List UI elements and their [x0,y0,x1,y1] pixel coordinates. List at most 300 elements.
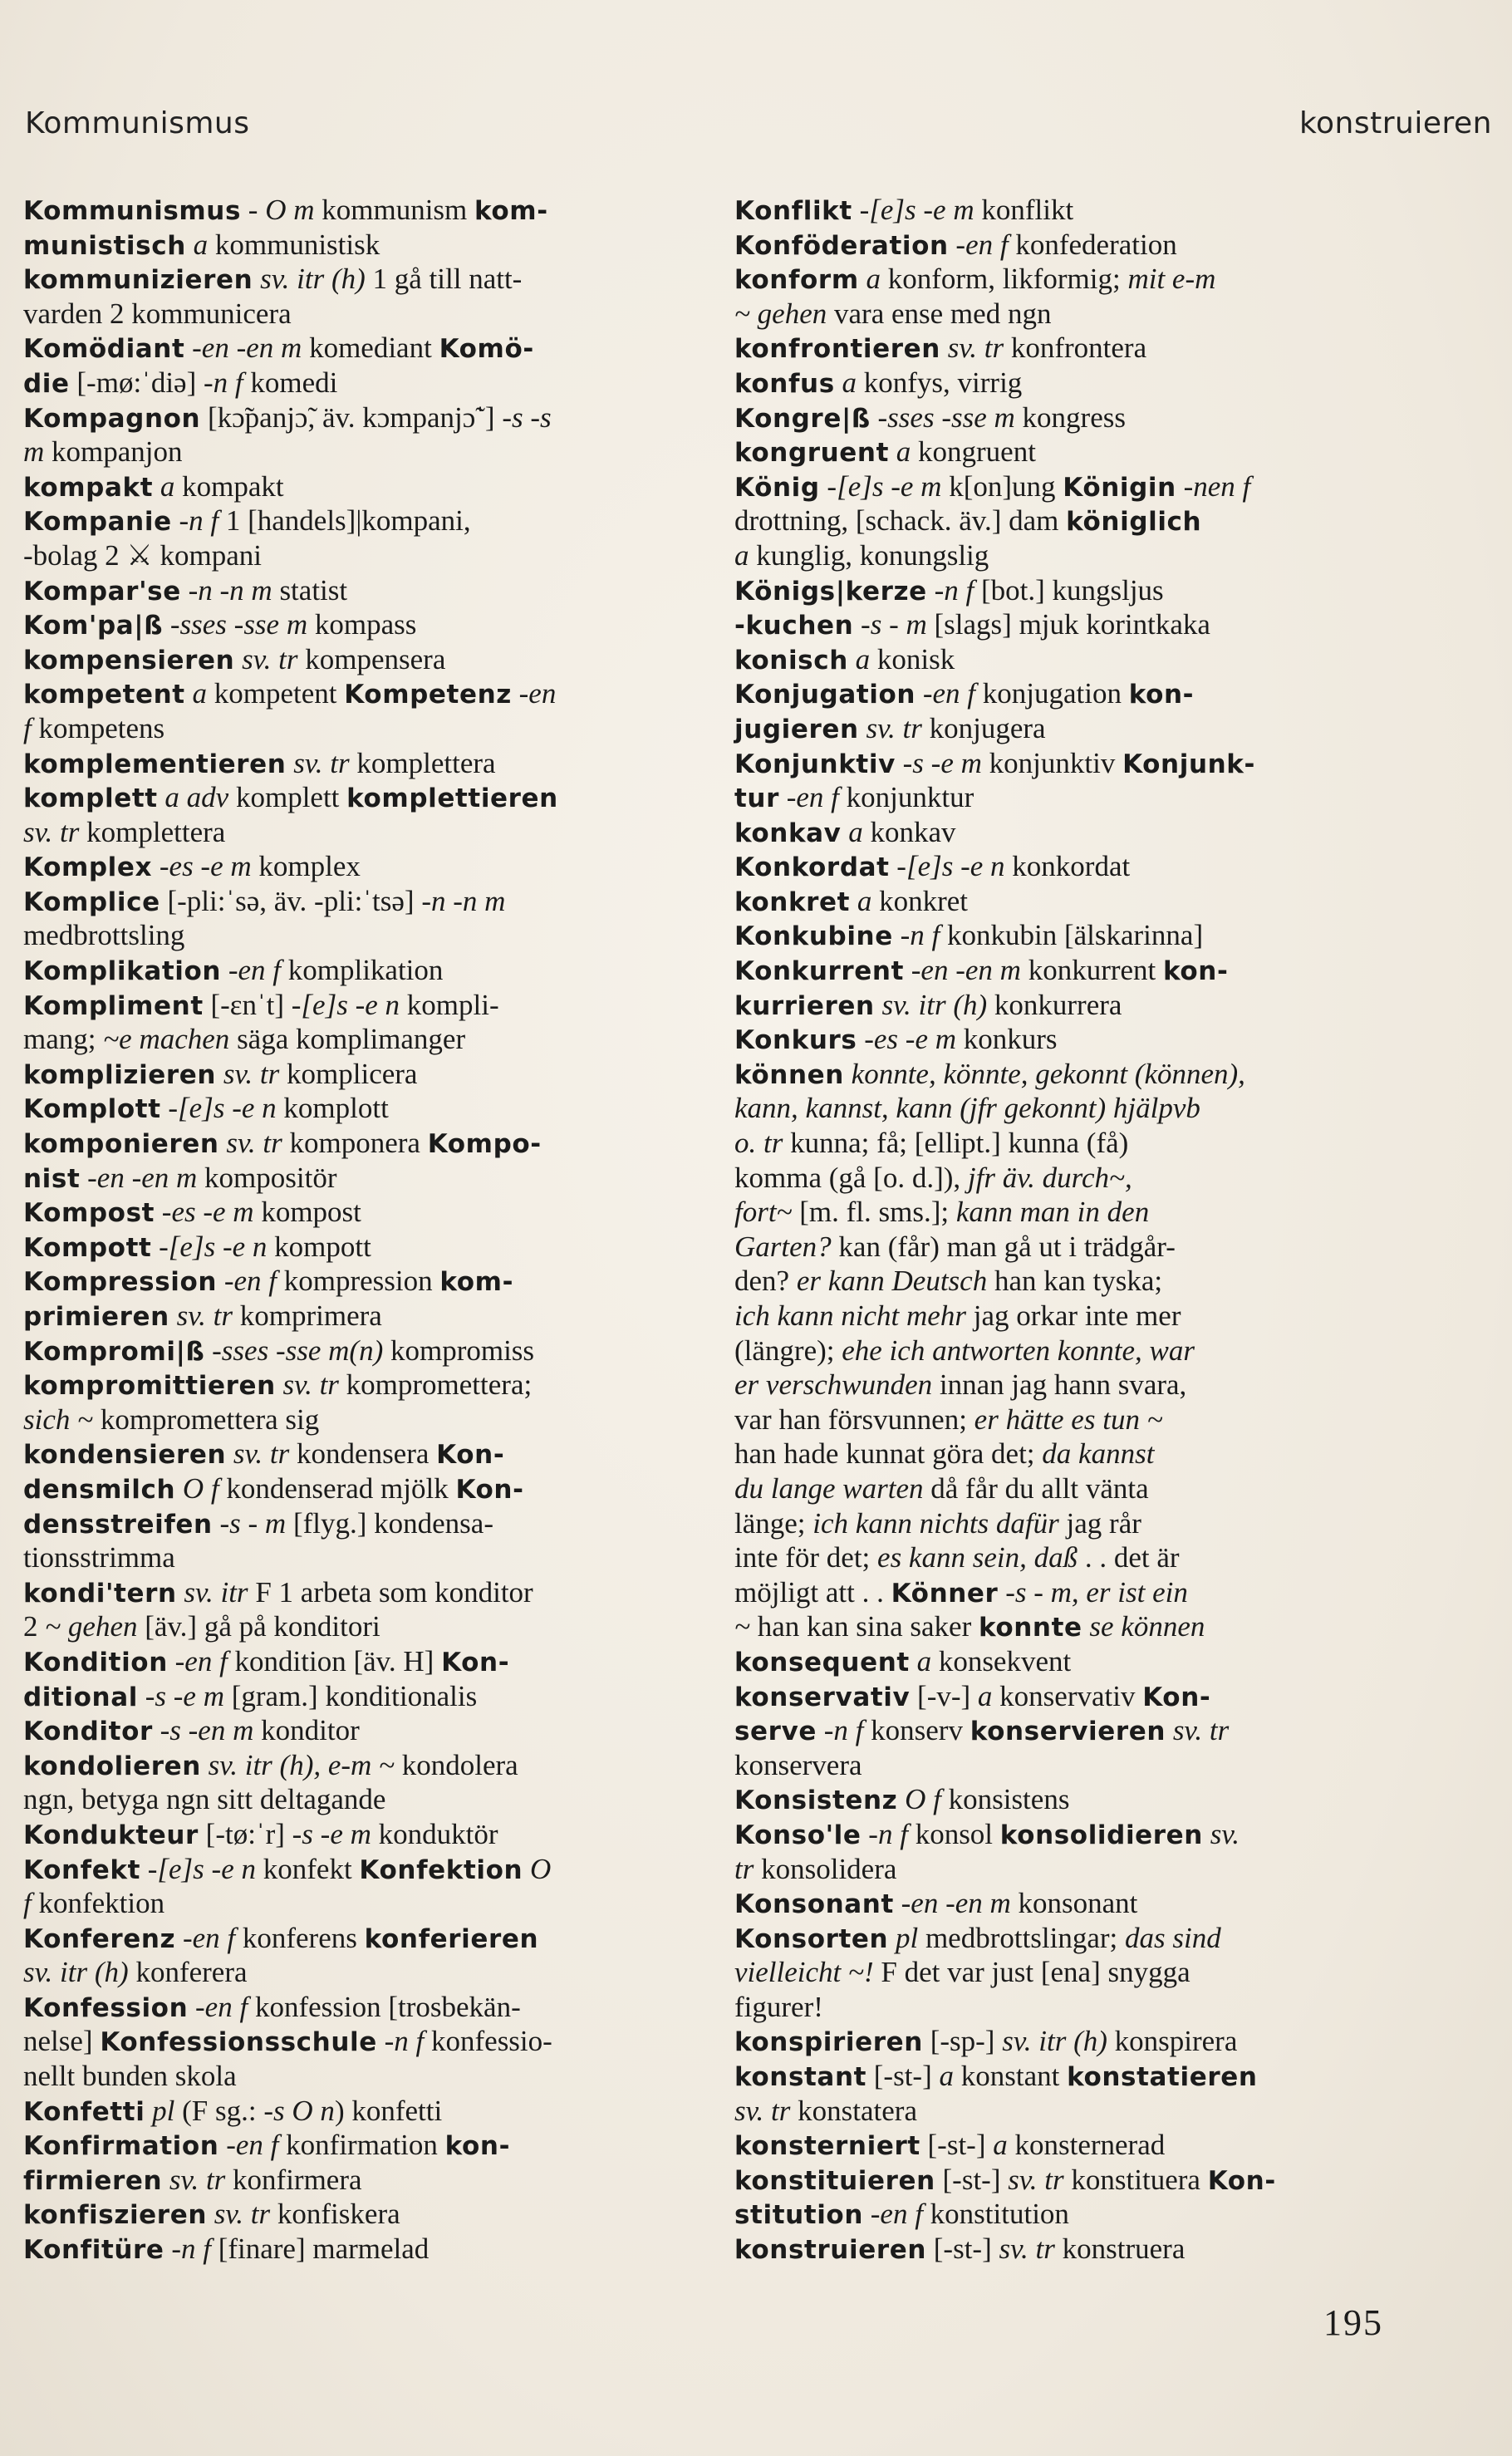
grammar-note: fort~ [734,1196,793,1229]
dictionary-line [23,988,688,1023]
definition-text: konstant [954,2060,1068,2093]
definition-text: kompromiss [383,1334,535,1367]
headword: serve [734,1717,817,1747]
definition-text: konduktör [371,1817,498,1850]
definition-text: [-tø:ˈr] [198,1817,292,1850]
headword: konfrontieren [734,334,940,365]
headword: komponieren [23,1129,219,1160]
definition-text [226,1437,233,1470]
definition-text: var han försvunnen; [734,1402,974,1436]
definition-text: 1 [handels]|kompani, [218,504,471,538]
dictionary-line [734,676,1399,711]
dictionary-line [734,2024,1399,2059]
definition-text: konsonant [1010,1887,1138,1920]
dictionary-line [23,366,688,400]
definition-text [852,194,860,226]
headword: Kompliment [23,990,204,1021]
definition-text [181,574,189,607]
definition-text: kunna; få; [ellipt.] kunna (få) [783,1127,1129,1160]
dictionary-line [734,2163,1399,2198]
definition-text [204,1334,212,1367]
grammar-note: -n f [868,1817,908,1850]
definition-text [863,2198,871,2230]
headword: konnte [978,1613,1082,1643]
grammar-note: -n f [171,2233,211,2266]
definition-text: F det var just [ena] snygga [873,1956,1190,1989]
definition-text [857,1023,864,1055]
definition-text: [-sp-] [922,2025,1003,2058]
headword: Konferenz [23,1923,176,1954]
grammar-note: -sses -sse m(n) [212,1334,384,1367]
headword: kompetent [23,680,185,710]
grammar-note: -en f [226,2129,279,2162]
grammar-note: -sses -sse m [169,608,308,641]
definition-text: kommunism [314,194,475,226]
headword: Konkordat [734,852,890,883]
definition-text [998,1576,1005,1609]
grammar-note: sv. tr [282,1368,339,1402]
grammar-note: sv. tr [226,1127,282,1160]
definition-text: konsistens [940,1783,1070,1816]
grammar-note: -n f [823,1714,864,1747]
headword: Konsorten [734,1923,889,1954]
definition-text [896,747,903,779]
dictionary-line [734,297,1399,332]
definition-text: konfrontera [1004,332,1147,365]
grammar-note: -n f [203,366,243,399]
grammar-note: -es -e m [159,850,252,883]
definition-text: konfys, virrig [857,366,1023,399]
headword: konkret [734,887,851,917]
definition-text: konfederation [1008,228,1177,261]
headword: Konditor [23,1717,153,1747]
grammar-note: -en f [955,228,1009,261]
definition-text: möjligt att . . [734,1575,891,1609]
dictionary-line [23,2232,688,2267]
definition-text: [äv.] gå på konditori [137,1610,380,1643]
grammar-note: ich kann nichts dafür [812,1506,1059,1540]
definition-text [927,574,935,607]
dictionary-line [23,1126,688,1161]
grammar-note: O [529,1852,552,1885]
dictionary-line [734,1264,1399,1299]
definition-text: kondolera [395,1748,518,1781]
grammar-note: vielleicht ~! [734,1956,874,1989]
dictionary-line [734,1782,1399,1817]
definition-text: kommunistisk [208,228,380,261]
grammar-note: tr [734,1852,754,1885]
headword: konfus [734,368,835,399]
headword: jugieren [734,714,859,744]
grammar-note: -s O n [263,2094,335,2127]
definition-text: kompositör [197,1161,337,1194]
headword: die [23,368,70,399]
grammar-note: -[e]s -e m [827,469,942,503]
headword: stitution [734,2200,863,2231]
grammar-note: a [848,815,863,848]
definition-text: [m. fl. sms.]; [792,1196,956,1229]
grammar-note: sv. tr [176,1299,233,1332]
definition-text [916,677,923,710]
definition-text: innan jag hann svara, [932,1368,1187,1402]
headword: konstituieren [734,2165,935,2196]
headword: Kon- [1207,2165,1276,2196]
grammar-note: O f [905,1783,941,1816]
definition-text: konferera [128,1956,248,1989]
grammar-note: -en f [182,1921,236,1954]
definition-text: konspirera [1107,2025,1238,2058]
dictionary-line [23,815,688,850]
dictionary-line [23,2128,688,2163]
headword: komplettieren [346,783,558,814]
definition-text [162,2164,169,2196]
grammar-note: -en f [786,781,839,814]
headword: Konfitüre [23,2235,164,2266]
grammar-note: sv. itr (h) [881,988,988,1021]
definition-text: konkurrera [987,988,1122,1021]
definition-text: han kan sina saker [749,1610,979,1643]
dictionary-line [23,746,688,781]
dictionary-line [734,1437,1399,1471]
headword: firmieren [23,2165,163,2196]
headword: ditional [23,1682,138,1712]
definition-text [207,2198,214,2230]
definition-text: kan (får) man gå ut i trädgår- [831,1230,1176,1263]
grammar-note: pl [895,1921,919,1954]
grammar-note: sv. tr [947,332,1004,365]
definition-text [862,1818,869,1850]
dictionary-line [734,1334,1399,1368]
dictionary-line [23,503,688,538]
headword: munistisch [23,230,186,261]
definition-text [940,332,948,364]
definition-text: kongruent [911,435,1036,469]
definition-text [910,1645,917,1677]
dictionary-line [734,953,1399,988]
headword: konsequent [734,1647,910,1677]
headword: Konfession [23,1992,189,2023]
headword: kon- [444,2131,511,2162]
dictionary-line [23,297,688,332]
headword: konstruieren [734,2235,927,2266]
grammar-note: du lange warten [734,1471,924,1505]
headword: Kompost [23,1198,155,1229]
grammar-note: -s -e m [292,1817,371,1850]
headword: komplett [23,783,158,814]
dictionary-line [23,711,688,746]
definition-text [817,1714,824,1746]
definition-text: kompott [267,1230,371,1263]
definition-text: konsol [907,1817,1000,1850]
headword: -kuchen [734,611,854,641]
dictionary-line [23,262,688,297]
definition-text: konflikt [974,194,1074,226]
definition-text: kompromettera; [338,1368,533,1402]
dictionary-line [734,1230,1399,1265]
definition-text: komediant [302,332,439,365]
headword: konstatieren [1067,2062,1258,2093]
definition-text: då får du allt vänta [923,1471,1149,1505]
definition-text [145,2095,152,2127]
grammar-note: -es -e m [161,1196,254,1229]
dictionary-line [23,1195,688,1230]
headword: Königs|kerze [734,576,927,607]
dictionary-line [23,1886,688,1921]
dictionary-line [734,746,1399,781]
headword: Konföderation [734,230,949,261]
definition-text: kompli- [400,988,499,1021]
definition-text [844,1058,852,1090]
definition-text: komplex [251,850,361,883]
definition-text: - [241,194,266,226]
definition-text [893,919,901,951]
dictionary-line [734,1679,1399,1714]
headword: konspirieren [734,2027,923,2058]
grammar-note: a [896,435,911,469]
definition-text: kompression [277,1265,440,1298]
dictionary-line [734,1091,1399,1126]
definition-text: konjunktur [838,781,974,814]
headword: densmilch [23,1474,176,1505]
definition-text: konfiskera [270,2198,400,2231]
definition-text: figurer! [734,1990,823,2023]
dictionary-line [734,642,1399,677]
grammar-note: er verschwunden [734,1368,933,1402]
dictionary-line [734,884,1399,919]
headword: König [734,472,820,503]
definition-text: [bot.] kungsljus [974,573,1164,607]
grammar-note: ~ gehen [734,297,827,330]
headword: primieren [23,1302,169,1332]
headword: können [734,1059,844,1090]
dictionary-line [734,1022,1399,1057]
definition-text [201,1749,209,1781]
grammar-note: -en -en m [192,332,302,365]
grammar-note: sv. tr [214,2198,271,2231]
dictionary-line [734,2059,1399,2094]
grammar-note: sv. tr [293,746,350,779]
headword: Kompagnon [23,403,201,434]
definition-text [169,1299,177,1332]
definition-text: konfessio- [424,2025,552,2058]
definition-text [218,2129,226,2161]
grammar-note: sv. tr [223,1057,280,1090]
grammar-note: ehe ich antworten konnte, war [842,1334,1195,1367]
dictionary-line [734,1299,1399,1334]
definition-text [153,470,160,503]
dictionary-line [734,1368,1399,1402]
grammar-note: -[e]s -e n [147,1852,256,1885]
dictionary-line [734,262,1399,297]
grammar-note: -en -en m [911,954,1021,987]
definition-text [276,1368,283,1401]
definition-text: vara ense med ngn [827,297,1052,330]
definition-text: konjugera [921,711,1046,744]
grammar-note: pl [152,2094,175,2127]
grammar-note: -n f [900,919,940,952]
definition-text: inte för det; [734,1541,878,1574]
headword: Konfektion [359,1854,523,1885]
grammar-note: -s - m, er ist ein [1005,1575,1188,1609]
grammar-note: sv. tr [169,2163,226,2196]
definition-text: medbrottsling [23,919,185,952]
grammar-note: a [160,469,175,503]
dictionary-line [734,1955,1399,1990]
definition-text: konstruera [1054,2233,1186,2266]
definition-text: konservera [734,1748,862,1781]
grammar-note: a [866,263,881,296]
grammar-note: sv. itr (h) [260,263,366,296]
dictionary-line [734,400,1399,435]
definition-text [904,954,911,986]
dictionary-line [734,849,1399,884]
page-number: 195 [1323,2302,1383,2343]
headword: Kon- [1142,1682,1211,1712]
grammar-note: ~ gehen [45,1610,138,1643]
grammar-note: a [993,2129,1008,2162]
grammar-note: -s -e m [902,746,982,779]
definition-text: konjunktiv [981,746,1123,779]
definition-text [151,1230,159,1263]
headword: kondolieren [23,1751,201,1781]
definition-text: varden 2 kommunicera [23,297,292,330]
definition-text: statist [272,573,348,607]
definition-text: [gram.] konditionalis [223,1679,478,1712]
definition-text: komplikation [281,954,444,987]
dictionary-line [23,676,688,711]
grammar-note: das sind [1125,1921,1221,1954]
headword: densstreifen [23,1509,213,1540]
grammar-note: sv. itr (h) [23,1956,129,1989]
dictionary-line [23,1299,688,1334]
dictionary-line [23,884,688,919]
definition-text: konfektion [31,1887,165,1920]
grammar-note: -[e]s -e n [159,1230,268,1263]
definition-text: kunglig, konungslig [749,538,989,572]
headword: Kom'pa|ß [23,611,164,641]
definition-text: konfirmera [225,2163,362,2196]
dictionary-line [734,1990,1399,2025]
dictionary-line [734,1471,1399,1506]
dictionary-line [23,1022,688,1057]
dictionary-line [23,1713,688,1748]
definition-text: konsolidera [754,1852,897,1885]
headword: Konfessionsschule [100,2027,377,2058]
definition-text: kompensera [297,642,446,675]
dictionary-line [23,1437,688,1471]
definition-text [153,1714,160,1746]
headword: Konfirmation [23,2131,219,2162]
definition-text: konisk [870,642,955,675]
grammar-note: sv. tr [23,815,80,848]
headword: konsolidieren [999,1820,1203,1850]
definition-text: ) konfetti [334,2094,443,2127]
definition-text: konserv [863,1714,970,1747]
headword: kurrieren [734,990,875,1021]
definition-text [377,2025,385,2057]
headword: Konkurs [734,1025,857,1056]
headword: tur [734,783,779,814]
headword: Kompression [23,1267,218,1298]
grammar-note: a [855,642,871,675]
definition-text: konkav [862,815,956,848]
headword: Konkubine [734,921,893,952]
definition-text: [-v-] [910,1679,978,1712]
grammar-note: f [23,711,32,744]
definition-text [850,885,857,917]
headword: Kon- [436,1440,505,1471]
dictionary-line [23,435,688,469]
headword: Komödiant [23,334,185,365]
dictionary-line [734,1852,1399,1887]
grammar-note: -en f [174,1644,228,1677]
dictionary-line [23,1057,688,1092]
headword: komplizieren [23,1059,217,1090]
headword: kon- [1163,956,1229,987]
definition-text: konkret [871,884,969,917]
grammar-note: a [192,677,207,710]
headword: Komplex [23,852,153,883]
dictionary-line [734,469,1399,504]
definition-text: konfession [trosbekän- [248,1990,521,2023]
dictionary-line [23,1471,688,1506]
definition-text [835,366,842,399]
definition-text: konkurrent [1020,954,1164,987]
running-head-right: konstruieren [1298,106,1492,140]
dictionary-line [23,1852,688,1887]
grammar-note: a [916,1644,932,1677]
definition-text: länge; [734,1506,813,1540]
definition-text: [-ɛnˈt] [203,988,292,1021]
grammar-note: a [939,2060,954,2093]
definition-text [152,850,160,882]
definition-text: kondenserad mjölk [218,1471,456,1505]
dictionary-line [23,2197,688,2232]
dictionary-line [734,1817,1399,1852]
definition-text: konform, likformig; [880,263,1128,296]
dictionary-line [734,2197,1399,2232]
definition-text: konsternerad [1007,2129,1166,2162]
definition-text [888,1922,896,1954]
grammar-note: -[e]s -e m [859,194,974,226]
definition-text: komponera [282,1127,428,1160]
grammar-note: a [734,538,749,572]
dictionary-line [734,607,1399,642]
definition-text: konstatera [790,2094,917,2127]
definition-text [140,1853,148,1885]
grammar-note: sv. tr [233,1437,290,1471]
definition-text [1176,470,1184,503]
dictionary-line [734,1540,1399,1575]
dictionary-line [734,435,1399,469]
grammar-note: a [857,884,872,917]
definition-text: drottning, [schack. äv.] dam [734,504,1067,538]
grammar-note: -nen f [1183,469,1251,503]
dictionary-line [23,469,688,504]
definition-text: konstituera [1063,2163,1208,2196]
dictionary-line [23,331,688,366]
definition-text: (F sg.: [174,2094,264,2127]
grammar-note: o. tr [734,1127,783,1160]
definition-text [890,850,897,882]
headword: konstant [734,2062,867,2093]
dictionary-line [734,1921,1399,1956]
grammar-note: -s -en m [160,1714,254,1747]
grammar-note: -en -en m [901,1887,1011,1920]
grammar-note: -n f [179,504,219,538]
definition-text: konkordat [1004,850,1131,883]
grammar-note: -en f [870,2198,923,2231]
